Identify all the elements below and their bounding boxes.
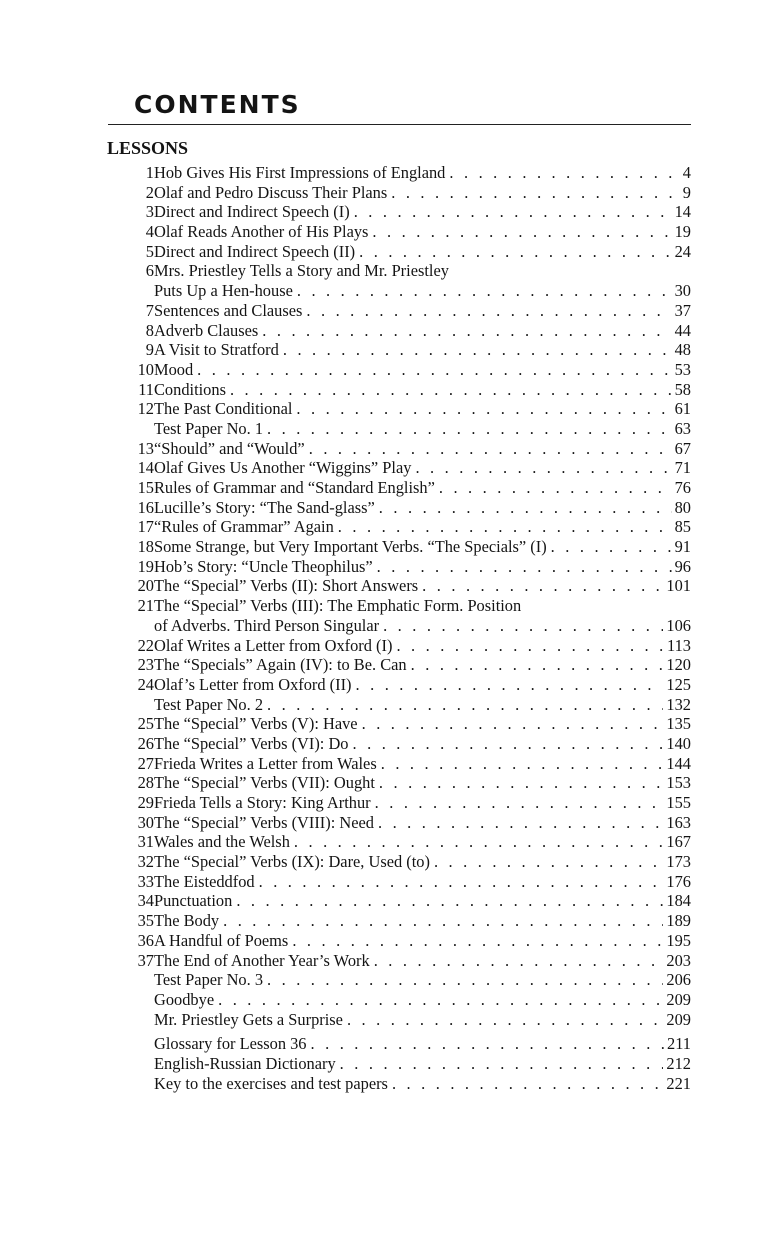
dot-leader: [439, 478, 672, 498]
page-number: 106: [666, 615, 691, 635]
lesson-title: A Handful of Poems: [154, 930, 289, 950]
dot-leader: [383, 616, 663, 636]
dot-leader: [267, 419, 672, 439]
toc-entry: [108, 458, 691, 478]
toc-entry-body: [154, 951, 691, 971]
page-number: 176: [666, 871, 691, 891]
dot-leader: [434, 852, 663, 872]
dot-leader: [297, 281, 672, 301]
page-number: 76: [674, 478, 691, 497]
title-divider: [108, 124, 691, 125]
page-number: 101: [666, 576, 691, 596]
page-number: 221: [666, 1073, 691, 1093]
toc-entry-body: [154, 439, 691, 459]
page-number: 140: [666, 733, 691, 753]
toc-entry: [108, 202, 691, 222]
toc-entry: [108, 872, 691, 892]
page-number: 37: [674, 300, 691, 320]
toc-entry-body: [154, 498, 691, 518]
toc-entry: [108, 832, 691, 852]
lesson-title: The “Special” Verbs (VII): Ought: [154, 773, 375, 793]
lesson-title: Lucille’s Story: “The Sand-glass”: [154, 497, 375, 517]
lesson-number: 4: [145, 222, 154, 242]
toc-entry: [108, 242, 691, 262]
dot-leader: [267, 695, 663, 715]
toc-entry: [108, 773, 691, 793]
dot-leader: [262, 321, 671, 341]
dot-leader: [259, 872, 664, 892]
lesson-number: 27: [137, 753, 154, 773]
toc-entry: [108, 891, 691, 911]
lesson-title: Direct and Indirect Speech (II): [154, 241, 356, 261]
toc-entry: [108, 498, 691, 518]
lesson-title: Glossary for Lesson 36: [154, 1034, 307, 1054]
toc-entry-body: [154, 891, 691, 911]
toc-entry: [108, 695, 691, 715]
page-number: 132: [666, 694, 691, 714]
lesson-number: 31: [137, 832, 154, 852]
toc-entry-body: [154, 773, 691, 793]
toc-entry: [108, 576, 691, 596]
lesson-title: English-Russian Dictionary: [154, 1053, 336, 1073]
toc-entry-body: [154, 458, 691, 478]
lesson-title: Olaf Reads Another of His Plays: [154, 222, 369, 242]
page-number: 85: [674, 517, 691, 537]
toc-entry-body: [154, 340, 691, 360]
lesson-number: 19: [137, 556, 154, 576]
lesson-number: 16: [137, 497, 154, 517]
lesson-number: 33: [137, 871, 154, 891]
dot-leader: [309, 439, 672, 459]
page-number: 91: [674, 537, 691, 557]
lesson-number: 23: [137, 655, 154, 675]
page-number: 44: [674, 320, 691, 340]
toc-entry-body: [154, 1034, 691, 1054]
lesson-title: A Visit to Stratford: [154, 340, 279, 360]
dot-leader: [223, 911, 663, 931]
page-number: 61: [674, 399, 691, 419]
toc-entry-body: [154, 576, 691, 596]
toc-entry-body: [154, 832, 691, 852]
dot-leader: [347, 1010, 663, 1030]
toc-entry-body: [154, 261, 691, 281]
lesson-title: Mr. Priestley Gets a Surprise: [154, 1009, 343, 1029]
page-number: 4: [682, 163, 691, 182]
toc-entry-body: [154, 281, 691, 301]
page-number: 19: [674, 222, 691, 242]
toc-entry-body: [154, 222, 691, 242]
lesson-title: Mood: [154, 359, 194, 379]
page-number: 203: [666, 950, 691, 970]
lesson-number: 34: [137, 891, 154, 911]
toc-entry-body: [154, 419, 691, 439]
toc-entry-body: [154, 517, 691, 537]
dot-leader: [379, 498, 672, 518]
toc-entry: [108, 439, 691, 459]
lesson-number: 10: [137, 359, 154, 379]
toc-entry-body: [154, 655, 691, 675]
toc-entry-body: [154, 1074, 691, 1094]
toc-entry: [108, 675, 691, 695]
lesson-title: of Adverbs. Third Person Singular: [154, 615, 380, 635]
toc-entry: [108, 517, 691, 537]
page-number: 58: [674, 379, 691, 399]
toc-entry-body: [154, 478, 691, 498]
lesson-title: Frieda Writes a Letter from Wales: [154, 753, 377, 773]
toc-entry: [108, 714, 691, 734]
page-number: 135: [666, 714, 691, 734]
toc-entry: [108, 321, 691, 341]
toc-entry: [108, 990, 691, 1010]
lesson-number: 11: [138, 379, 154, 399]
page-number: 155: [666, 793, 691, 812]
dot-leader: [362, 714, 664, 734]
lesson-number: 36: [137, 930, 154, 950]
lesson-title: Olaf’s Letter from Oxford (II): [154, 674, 352, 694]
toc-entry-body: [154, 557, 691, 577]
dot-leader: [411, 655, 664, 675]
lesson-number: 29: [137, 793, 154, 812]
page-number: 184: [666, 891, 691, 911]
toc-entry: [108, 399, 691, 419]
toc-entry: [108, 793, 691, 813]
table-of-contents: [108, 163, 691, 1093]
dot-leader: [381, 754, 664, 774]
toc-entry: [108, 163, 691, 183]
lesson-number: 5: [145, 241, 154, 261]
page-number: 71: [674, 458, 691, 478]
toc-entry-body: [154, 380, 691, 400]
toc-entry-body: [154, 616, 691, 636]
page-number: 120: [666, 655, 691, 675]
dot-leader: [294, 832, 664, 852]
dot-leader: [230, 380, 672, 400]
lesson-title: Adverb Clauses: [154, 320, 259, 340]
toc-entry: [108, 951, 691, 971]
dot-leader: [379, 773, 664, 793]
dot-leader: [415, 458, 671, 478]
toc-entry-body: [154, 399, 691, 419]
lesson-title: Mrs. Priestley Tells a Story and Mr. Priestley: [154, 261, 449, 281]
lesson-number: 13: [137, 438, 154, 458]
toc-entry-body: [154, 183, 691, 203]
toc-entry-body: [154, 596, 691, 616]
toc-entry-body: [154, 970, 691, 990]
lesson-number: 25: [137, 714, 154, 734]
page-number: 211: [667, 1034, 691, 1054]
lesson-title: The End of Another Year’s Work: [154, 950, 370, 970]
page-number: 9: [682, 182, 691, 202]
lesson-number: 9: [145, 340, 154, 360]
lesson-title: Olaf Gives Us Another “Wiggins” Play: [154, 458, 412, 478]
lesson-number: 12: [137, 399, 154, 419]
lesson-number: 20: [137, 576, 154, 596]
lesson-number: 2: [145, 182, 154, 202]
lesson-title: Key to the exercises and test papers: [154, 1073, 388, 1093]
lesson-title: The “Special” Verbs (IX): Dare, Used (to): [154, 852, 430, 872]
toc-entry: [108, 557, 691, 577]
dot-leader: [283, 340, 672, 360]
toc-entry: [108, 340, 691, 360]
lesson-number: 8: [145, 320, 154, 340]
dot-leader: [422, 576, 663, 596]
toc-entry-body: [154, 321, 691, 341]
lesson-title: Olaf Writes a Letter from Oxford (I): [154, 635, 393, 655]
lesson-title: Rules of Grammar and “Standard English”: [154, 478, 435, 497]
lesson-title: The “Special” Verbs (VI): Do: [154, 733, 349, 753]
toc-entry-body: [154, 872, 691, 892]
toc-entry: [108, 183, 691, 203]
dot-leader: [353, 734, 664, 754]
toc-entry: [108, 222, 691, 242]
toc-entry-body: [154, 990, 691, 1010]
dot-leader: [296, 399, 671, 419]
lesson-title: Wales and the Welsh: [154, 832, 290, 852]
page-number: 206: [666, 970, 691, 990]
toc-entry: [108, 1034, 691, 1054]
lesson-title: “Rules of Grammar” Again: [154, 517, 334, 537]
page-title: CONTENTS: [134, 90, 301, 119]
lesson-title: Test Paper No. 3: [154, 970, 264, 990]
toc-entry: [108, 360, 691, 380]
dot-leader: [372, 222, 671, 242]
toc-entry-body: [154, 754, 691, 774]
dot-leader: [378, 813, 663, 833]
toc-entry: [108, 813, 691, 833]
toc-entry: [108, 1010, 691, 1030]
lesson-title: The “Special” Verbs (V): Have: [154, 714, 358, 734]
page-number: 209: [666, 1009, 691, 1029]
toc-entry-body: [154, 793, 691, 813]
dot-leader: [236, 891, 663, 911]
dot-leader: [396, 636, 664, 656]
dot-leader: [197, 360, 671, 380]
dot-leader: [354, 202, 672, 222]
page-number: 125: [666, 674, 691, 694]
toc-entry-body: [154, 852, 691, 872]
dot-leader: [218, 990, 663, 1010]
toc-entry: [108, 537, 691, 557]
page-number: 80: [674, 497, 691, 517]
section-heading: LESSONS: [107, 138, 189, 158]
lesson-number: 15: [137, 478, 154, 497]
toc-entry-body: [154, 636, 691, 656]
lesson-title: Test Paper No. 2: [154, 694, 264, 714]
toc-entry-body: [154, 242, 691, 262]
page-number: 212: [666, 1053, 691, 1073]
toc-entry-body: [154, 911, 691, 931]
dot-leader: [306, 301, 671, 321]
toc-entry-body: [154, 931, 691, 951]
page-number: 153: [666, 773, 691, 793]
page-number: 209: [666, 989, 691, 1009]
toc-entry-body: [154, 301, 691, 321]
dot-leader: [392, 1074, 663, 1094]
lesson-title: Hob Gives His First Impressions of England: [154, 163, 446, 182]
lesson-title: Frieda Tells a Story: King Arthur: [154, 793, 371, 812]
lesson-title: The Body: [154, 911, 220, 931]
page-number: 67: [674, 438, 691, 458]
toc-entry: [108, 281, 691, 301]
toc-entry-body: [154, 675, 691, 695]
toc-entry-body: [154, 163, 691, 183]
lesson-number: 37: [137, 950, 154, 970]
lesson-title: Conditions: [154, 379, 226, 399]
dot-leader: [356, 675, 664, 695]
page-number: 48: [674, 340, 691, 360]
toc-entry: [108, 261, 691, 281]
lesson-number: 28: [137, 773, 154, 793]
lesson-title: Punctuation: [154, 891, 233, 911]
dot-leader: [292, 931, 663, 951]
page-number: 163: [666, 812, 691, 832]
toc-entry: [108, 419, 691, 439]
toc-entry: [108, 636, 691, 656]
lesson-number: 7: [145, 300, 154, 320]
lesson-title: The “Specials” Again (IV): to Be. Can: [154, 655, 407, 675]
page-number: 189: [666, 911, 691, 931]
toc-entry: [108, 970, 691, 990]
toc-entry: [108, 478, 691, 498]
lesson-title: Test Paper No. 1: [154, 418, 264, 438]
toc-entry: [108, 754, 691, 774]
page-number: 14: [674, 202, 691, 222]
lesson-title: The “Special” Verbs (III): The Emphatic Form. Position: [154, 596, 522, 616]
toc-entry: [108, 931, 691, 951]
dot-leader: [449, 163, 679, 183]
lesson-number: 1: [145, 163, 154, 182]
page-number: 63: [674, 418, 691, 438]
page-number: 113: [667, 635, 691, 655]
lesson-number: 26: [137, 733, 154, 753]
lesson-title: The Eisteddfod: [154, 871, 255, 891]
dot-leader: [359, 242, 671, 262]
page-number: 30: [674, 281, 691, 301]
lesson-number: 24: [137, 674, 154, 694]
toc-entry: [108, 852, 691, 872]
page-number: 53: [674, 359, 691, 379]
dot-leader: [391, 183, 680, 203]
lesson-number: 30: [137, 812, 154, 832]
lesson-title: The “Special” Verbs (VIII): Need: [154, 812, 374, 832]
dot-leader: [377, 557, 672, 577]
toc-entry-body: [154, 695, 691, 715]
lesson-number: 22: [137, 635, 154, 655]
lesson-number: 21: [137, 596, 154, 616]
toc-entry-body: [154, 813, 691, 833]
toc-entry-body: [154, 537, 691, 557]
page-number: 24: [674, 241, 691, 261]
lesson-title: The “Special” Verbs (II): Short Answers: [154, 576, 419, 596]
lesson-title: Puts Up a Hen-house: [154, 281, 293, 301]
dot-leader: [267, 970, 663, 990]
page-number: 173: [666, 852, 691, 872]
page-number: 167: [666, 832, 691, 852]
lesson-title: “Should” and “Would”: [154, 438, 305, 458]
toc-entry-body: [154, 734, 691, 754]
lesson-number: 17: [137, 517, 154, 537]
dot-leader: [338, 517, 672, 537]
lesson-number: 14: [137, 458, 154, 478]
toc-entry: [108, 1074, 691, 1094]
dot-leader: [374, 951, 664, 971]
toc-entry-body: [154, 360, 691, 380]
dot-leader: [375, 793, 664, 813]
lesson-title: The Past Conditional: [154, 399, 293, 419]
lesson-title: Some Strange, but Very Important Verbs. “The Specials” (I): [154, 537, 547, 557]
lesson-number: 35: [137, 911, 154, 931]
lesson-number: 6: [145, 261, 154, 281]
page-number: 195: [666, 930, 691, 950]
toc-entry: [108, 1054, 691, 1074]
toc-entry-body: [154, 202, 691, 222]
lesson-title: Sentences and Clauses: [154, 300, 303, 320]
toc-entry: [108, 616, 691, 636]
dot-leader: [551, 537, 672, 557]
lesson-title: Goodbye: [154, 989, 215, 1009]
page-number: 144: [666, 753, 691, 773]
toc-entry: [108, 301, 691, 321]
lesson-number: 18: [137, 537, 154, 557]
toc-entry-body: [154, 714, 691, 734]
page-number: 96: [674, 556, 691, 576]
toc-entry-body: [154, 1054, 691, 1074]
lesson-title: Direct and Indirect Speech (I): [154, 202, 350, 222]
lesson-number: 3: [145, 202, 154, 222]
toc-entry-body: [154, 1010, 691, 1030]
lesson-title: Olaf and Pedro Discuss Their Plans: [154, 182, 388, 202]
lesson-title: Hob’s Story: “Uncle Theophilus”: [154, 556, 373, 576]
toc-entry: [108, 380, 691, 400]
dot-leader: [340, 1054, 664, 1074]
dot-leader: [311, 1034, 665, 1054]
toc-entry: [108, 734, 691, 754]
toc-entry: [108, 911, 691, 931]
lesson-number: 32: [137, 852, 154, 872]
toc-entry: [108, 596, 691, 616]
toc-entry: [108, 655, 691, 675]
